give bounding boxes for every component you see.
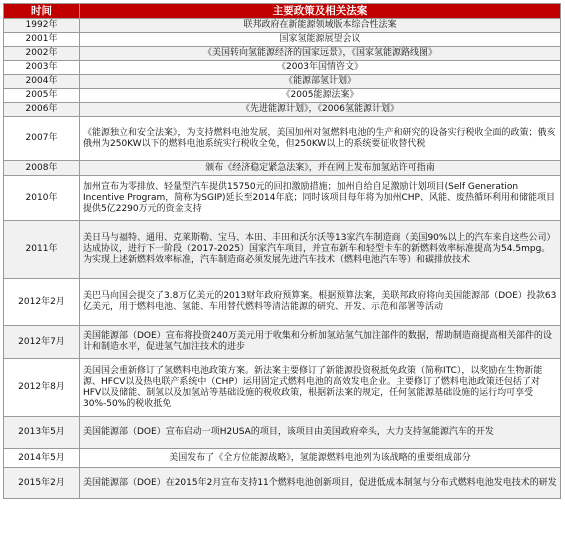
- policy-cell: 《2003年国情咨文》: [80, 61, 561, 75]
- policy-table: [3, 3, 561, 499]
- table-row: [4, 89, 561, 103]
- policy-cell: 加州宣布为零排放、轻量型汽车提供15750元的回扣激励措施；加州自给自足激励计划项目(Self Generation Incentive Program，简称为SGIP)延长至2014年底；同时该项目每年将为加州CHP、风能、废热循环利用和储能项目提供5亿2290万元的资金支持: [80, 176, 561, 221]
- year-cell: 1992年: [4, 19, 80, 33]
- policy-cell: 美国能源部（DOE）宣布启动一项H2USA的项目，该项目由美国政府牵头，大力支持氢能源汽车的开发: [80, 417, 561, 449]
- year-cell: 2007年: [4, 117, 80, 161]
- year-cell: 2006年: [4, 103, 80, 117]
- policy-cell: 美国发布了《全方位能源战略》，氢能源燃料电池列为该战略的重要组成部分: [80, 449, 561, 468]
- table-row: [4, 161, 561, 176]
- table-row: [4, 103, 561, 117]
- year-cell: 2010年: [4, 176, 80, 221]
- policy-cell: 《先进能源计划》，《2006氢能源计划》: [80, 103, 561, 117]
- year-cell: 2012年7月: [4, 326, 80, 359]
- table-row: [4, 61, 561, 75]
- year-cell: 2012年2月: [4, 279, 80, 326]
- policy-cell: 美国国会重新修订了氢燃料电池政策方案。新法案主要修订了新能源投资税抵免政策（简称ITC），以奖励在生物新能源、HFCV以及热电联产系统中（CHP）运用固定式燃料电池的高效发电企业。主要修订了燃料电池政策还包括了对HFV以及储能、制氢以及加氢站等基础设施的税收政策，根据新法案的规定，任何氢能源基础设施的运行均可享受30%-50%的税收抵免: [80, 359, 561, 417]
- policy-cell: 《2005能源法案》: [80, 89, 561, 103]
- table-body: [4, 19, 561, 499]
- year-cell: 2014年5月: [4, 449, 80, 468]
- policy-cell: 《能源部氢计划》: [80, 75, 561, 89]
- year-cell: 2012年8月: [4, 359, 80, 417]
- year-cell: 2008年: [4, 161, 80, 176]
- policy-cell: 美国能源部（DOE）宣布将投资240万美元用于收集和分析加氢站氢气加注部件的数据，帮助制造商提高相关部件的设计和制造水平，促进氢气加注技术的进步: [80, 326, 561, 359]
- table-row: [4, 33, 561, 47]
- year-cell: 2005年: [4, 89, 80, 103]
- policy-cell: 美日马与福特、通用、克莱斯勒、宝马、本田、丰田和沃尔沃等13家汽车制造商（美国90%以上的汽车来自这些公司）达成协议，进行下一阶段（2017-2025）国家汽车项目，并宣布新车和轻型卡车的新燃料效率标准提高为54.5mpg。为实现上述新燃料效率标准，汽车制造商必须发展先进汽车技术（燃料电池汽车等）和碳排放技术: [80, 221, 561, 279]
- table-row: [4, 117, 561, 161]
- year-cell: 2002年: [4, 47, 80, 61]
- policy-cell: 联邦政府在新能源领域版本综合性法案: [80, 19, 561, 33]
- year-cell: 2015年2月: [4, 468, 80, 499]
- policy-cell: 颁布《经济稳定紧急法案》，并在网上发布加氢站许可指南: [80, 161, 561, 176]
- policy-cell: 美巴马向国会提交了3.8万亿美元的2013财年政府预算案。根据预算法案，美联邦政府将向美国能源部（DOE）投款63亿美元，用于燃料电池、氢能、车用替代燃料等清洁能源的研究、开发、示范和部署等活动: [80, 279, 561, 326]
- table-row: [4, 75, 561, 89]
- table-row: [4, 221, 561, 279]
- table-row: [4, 279, 561, 326]
- table-row: [4, 468, 561, 499]
- table-row: [4, 326, 561, 359]
- header-year: 时间: [4, 4, 80, 19]
- header-policy: 主要政策及相关法案: [80, 4, 561, 19]
- policy-cell: 美国能源部（DOE）在2015年2月宣布支持11个燃料电池创新项目，促进低成本制氢与分布式燃料电池发电技术的研发: [80, 468, 561, 499]
- table-row: [4, 449, 561, 468]
- year-cell: 2003年: [4, 61, 80, 75]
- table-row: [4, 359, 561, 417]
- year-cell: 2001年: [4, 33, 80, 47]
- table-row: [4, 19, 561, 33]
- year-cell: 2004年: [4, 75, 80, 89]
- year-cell: 2011年: [4, 221, 80, 279]
- year-cell: 2013年5月: [4, 417, 80, 449]
- policy-cell: 国家氢能源展望会议: [80, 33, 561, 47]
- table-row: [4, 47, 561, 61]
- policy-cell: 《能源独立和安全法案》，为支持燃料电池发展，美国加州对氢燃料电池的生产和研究的设备实行税收全面的政策；俄亥俄州为250KW以下的燃料电池系统实行税收全免，但250KW以上的系统要征收替代税: [80, 117, 561, 161]
- table-row: [4, 417, 561, 449]
- header-row: [4, 4, 561, 19]
- table-row: [4, 176, 561, 221]
- policy-cell: 《美国转向氢能源经济的国家远景》，《国家氢能源路线图》: [80, 47, 561, 61]
